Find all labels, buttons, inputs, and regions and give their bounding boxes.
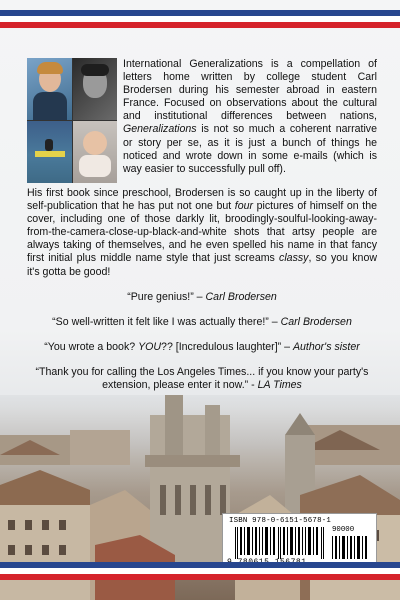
blurb-quote-4: “Thank you for calling the Los Angeles Times... if you know your party's extension, please enter it now.” - LA Times (35, 365, 369, 392)
intro-text-2: is not so much a coherent narrative or story per se, as it is just a bunch of things he noticed and wrote down in some e-mails (which is way easier to successfully pull off). (123, 123, 377, 175)
intro-title-italic: Generalizations (123, 123, 197, 136)
blurb-quote-2: “So well-written it felt like I was actually there!” – Carl Brodersen (52, 315, 352, 328)
intro-paragraph (123, 58, 377, 183)
author-photo-collage (27, 58, 117, 183)
price-barcode-bars (332, 536, 368, 559)
blurb-quote-3: “You wrote a book? YOU?? [Incredulous laughter]” – Author's sister (44, 340, 360, 353)
desc-text-1: His first book since preschool, Brodersen is so caught up in the liberty of self-publication that he has put not one but (27, 187, 377, 213)
quote-source: LA Times (257, 379, 302, 392)
quote-source: Carl Brodersen (280, 315, 352, 328)
author-photo-boat (27, 121, 72, 183)
top-flag-stripes (0, 10, 400, 28)
barcode-bars (235, 527, 325, 559)
desc-emphasis-four: four (234, 200, 254, 213)
author-photo-smiling (27, 58, 72, 120)
back-cover-text (27, 58, 377, 392)
desc-emphasis-classy: classy (279, 252, 309, 265)
quote-source: Carl Brodersen (205, 290, 277, 303)
author-photo-baby (73, 121, 118, 183)
blurb-quote-1: “Pure genius!” – Carl Brodersen (127, 290, 277, 303)
isbn-label: ISBN 978-0-6151-5678-1 (229, 517, 331, 525)
desc-text-3: , so you know it's gotta be good! (27, 252, 377, 278)
desc-text-2: pictures of himself on the cover, including one of those darkly lit, broodingly-soulful-looking-away-from-the-camera-close-up-black-and-white shots that artsy people are always taking of themselves, and he even spelled his name in that fancy first initial plus middle name style that just screams (27, 200, 377, 265)
description-paragraph (27, 187, 377, 279)
price-code: 90000 (332, 526, 355, 534)
intro-text-1: International Generalizations is a compellation of letters home written by college student Carl Brodersen during his semester abroad in eastern France. Focused on observations about the cultural and institutional differences between nations, (123, 58, 377, 123)
quote-emphasis: YOU (138, 340, 162, 353)
quote-source: Author's sister (292, 340, 360, 353)
bottom-flag-stripes (0, 562, 400, 580)
author-photo-black-and-white (73, 58, 118, 120)
